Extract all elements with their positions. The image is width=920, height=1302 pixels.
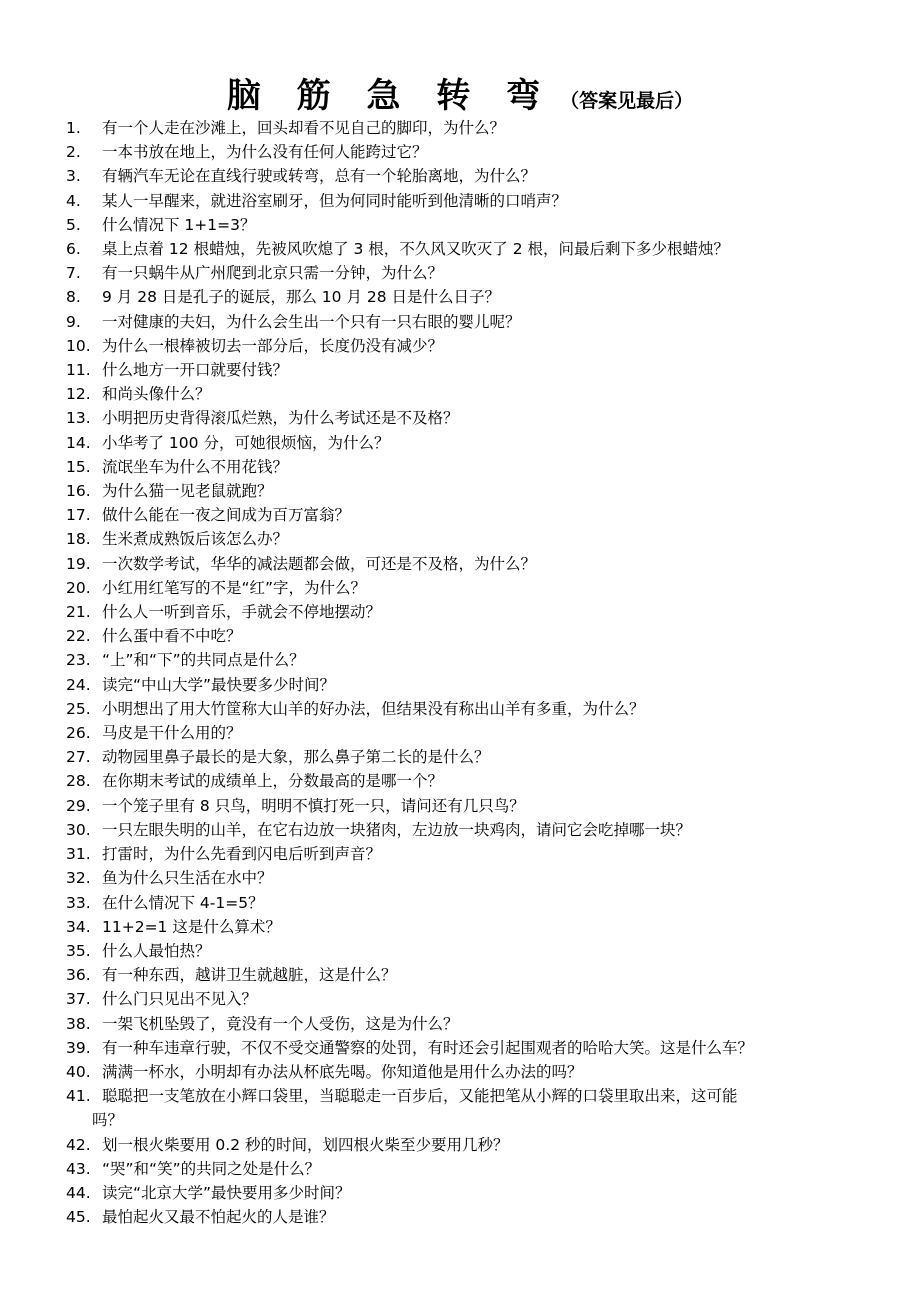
question-item	[66, 285, 866, 309]
question-item	[66, 1012, 866, 1036]
question-number: 13.	[66, 409, 91, 428]
question-text: 9 月 28 日是孔子的诞辰，那么 10 月 28 日是什么日子？	[102, 288, 501, 307]
question-number: 26.	[66, 724, 91, 743]
question-item	[66, 503, 866, 527]
question-text: 一架飞机坠毁了，竟没有一个人受伤，这是为什么？	[102, 1014, 459, 1033]
question-number: 27.	[66, 748, 91, 767]
question-item	[66, 648, 866, 672]
title-row	[0, 68, 920, 117]
question-number: 6.	[66, 240, 81, 259]
question-number: 30.	[66, 820, 91, 839]
question-text: 11+2=1 这是什么算术？	[102, 917, 281, 936]
question-number: 29.	[66, 796, 91, 815]
question-item	[66, 963, 866, 987]
question-number: 7.	[66, 264, 81, 283]
question-item	[66, 213, 866, 237]
question-item	[66, 842, 866, 866]
question-item	[66, 527, 866, 551]
question-number: 31.	[66, 845, 91, 864]
question-text: 小明把历史背得滚瓜烂熟，为什么考试还是不及格？	[102, 409, 459, 428]
question-item	[66, 1036, 866, 1060]
question-item	[66, 1157, 866, 1181]
question-text: 一次数学考试，华华的减法题都会做，可还是不及格，为什么？	[102, 554, 537, 573]
question-item	[66, 116, 866, 140]
question-text: 一只左眼失明的山羊，在它右边放一块猪肉，左边放一块鸡肉，请问它会吃掉哪一块？	[102, 820, 692, 839]
question-number: 11.	[66, 361, 91, 380]
question-text: 一本书放在地上，为什么没有任何人能跨过它？	[102, 143, 428, 162]
question-number: 32.	[66, 869, 91, 888]
question-number: 28.	[66, 772, 91, 791]
question-item	[66, 382, 866, 406]
question-item	[66, 431, 866, 455]
question-item	[66, 794, 866, 818]
question-item	[66, 1181, 866, 1205]
question-text: 划一根火柴要用 0.2 秒的时间，划四根火柴至少要用几秒？	[102, 1135, 509, 1154]
question-item	[66, 552, 866, 576]
question-number: 41.	[66, 1087, 91, 1106]
question-text: 什么地方一开口就要付钱？	[102, 361, 289, 380]
question-text: 某人一早醒来，就进浴室刷牙，但为何同时能听到他清晰的口哨声？	[102, 191, 568, 210]
page-title: 脑 筋 急 转 弯	[226, 76, 553, 116]
question-number: 36.	[66, 966, 91, 985]
question-item	[66, 1205, 866, 1229]
question-text: 一个笼子里有 8 只鸟，明明不慎打死一只，请问还有几只鸟？	[102, 796, 525, 815]
question-number: 42.	[66, 1135, 91, 1154]
question-item	[66, 600, 866, 624]
question-number: 14.	[66, 433, 91, 452]
question-text: 读完“北京大学”最快要用多少时间？	[102, 1183, 351, 1202]
question-item	[66, 1133, 866, 1157]
question-number: 15.	[66, 457, 91, 476]
question-text: 鱼为什么只生活在水中？	[102, 869, 273, 888]
question-text: 有辆汽车无论在直线行驶或转弯，总有一个轮胎离地，为什么？	[102, 167, 537, 186]
question-item	[66, 891, 866, 915]
question-number: 20.	[66, 578, 91, 597]
question-item	[66, 624, 866, 648]
question-number: 9.	[66, 312, 81, 331]
question-list	[66, 116, 866, 1229]
question-text: 什么门只见出不见入？	[102, 990, 258, 1009]
question-number: 2.	[66, 143, 81, 162]
question-number: 16.	[66, 482, 91, 501]
question-text: 什么人最怕热？	[102, 941, 211, 960]
question-text: 和尚头像什么？	[102, 385, 211, 404]
question-number: 18.	[66, 530, 91, 549]
question-item	[66, 987, 866, 1011]
question-item	[66, 1060, 866, 1084]
question-number: 19.	[66, 554, 91, 573]
question-text: 打雷时，为什么先看到闪电后听到声音？	[102, 845, 382, 864]
question-number: 21.	[66, 603, 91, 622]
question-text: 有一个人走在沙滩上，回头却看不见自己的脚印，为什么？	[102, 119, 506, 137]
question-item	[66, 673, 866, 697]
question-number: 3.	[66, 167, 81, 186]
question-text: 什么人一听到音乐，手就会不停地摆动？	[102, 603, 382, 622]
question-text: 马皮是干什么用的？	[102, 724, 242, 743]
question-text: 动物园里鼻子最长的是大象，那么鼻子第二长的是什么？	[102, 748, 490, 767]
question-text: “哭”和“笑”的共同之处是什么？	[102, 1159, 321, 1178]
question-number: 43.	[66, 1159, 91, 1178]
question-text: 在什么情况下 4-1=5？	[102, 893, 264, 912]
question-text: 什么情况下 1+1=3？	[102, 215, 256, 234]
question-item	[66, 189, 866, 213]
question-item	[66, 769, 866, 793]
question-item	[66, 334, 866, 358]
question-text: 一对健康的夫妇，为什么会生出一个只有一只右眼的婴儿呢？	[102, 312, 521, 331]
question-text: “上”和“下”的共同点是什么？	[102, 651, 305, 670]
question-item	[66, 1084, 866, 1132]
question-text: 满满一杯水，小明却有办法从杯底先喝。你知道他是用什么办法的吗？	[102, 1062, 583, 1081]
question-text: 为什么猫一见老鼠就跑？	[102, 482, 273, 501]
question-text: 做什么能在一夜之间成为百万富翁？	[102, 506, 351, 525]
question-number: 5.	[66, 215, 81, 234]
question-number: 10.	[66, 336, 91, 355]
question-number: 44.	[66, 1183, 91, 1202]
page-subtitle: （答案见最后）	[560, 90, 694, 112]
question-text: 桌上点着 12 根蜡烛，先被风吹熄了 3 根，不久风又吹灭了 2 根，问最后剩下多少根蜡烛？	[102, 240, 730, 259]
question-item	[66, 866, 866, 890]
question-text: 聪聪把一支笔放在小辉口袋里，当聪聪走一百步后，又能把笔从小辉的口袋里取出来，这可能	[102, 1087, 738, 1106]
question-item	[66, 939, 866, 963]
question-number: 17.	[66, 506, 91, 525]
question-text: 最怕起火又最不怕起火的人是谁？	[102, 1208, 335, 1227]
question-text: 小红用红笔写的不是“红”字，为什么？	[102, 578, 367, 597]
question-item	[66, 721, 866, 745]
question-item	[66, 406, 866, 430]
question-text: 读完“中山大学”最快要多少时间？	[102, 675, 336, 694]
question-item	[66, 261, 866, 285]
question-item	[66, 576, 866, 600]
question-number: 24.	[66, 675, 91, 694]
question-text: 有一只蜗牛从广州爬到北京只需一分钟，为什么？	[102, 264, 444, 283]
question-number: 37.	[66, 990, 91, 1009]
question-item	[66, 358, 866, 382]
question-number: 38.	[66, 1014, 91, 1033]
question-number: 22.	[66, 627, 91, 646]
question-text: 在你期末考试的成绩单上，分数最高的是哪一个？	[102, 772, 444, 791]
question-number: 33.	[66, 893, 91, 912]
question-number: 1.	[66, 119, 81, 137]
question-text-continued: 吗？	[92, 1111, 124, 1130]
question-text: 小明想出了用大竹筐称大山羊的好办法，但结果没有称出山羊有多重，为什么？	[102, 699, 645, 718]
question-number: 45.	[66, 1208, 91, 1227]
question-number: 8.	[66, 288, 81, 307]
question-number: 23.	[66, 651, 91, 670]
question-item	[66, 915, 866, 939]
question-text: 有一种东西，越讲卫生就越脏，这是什么？	[102, 966, 397, 985]
question-item	[66, 697, 866, 721]
question-item	[66, 745, 866, 769]
question-number: 25.	[66, 699, 91, 718]
question-number: 39.	[66, 1038, 91, 1057]
question-number: 35.	[66, 941, 91, 960]
question-item	[66, 310, 866, 334]
question-text: 为什么一根棒被切去一部分后，长度仍没有减少？	[102, 336, 444, 355]
question-item	[66, 164, 866, 188]
question-text: 有一种车违章行驶，不仅不受交通警察的处罚，有时还会引起围观者的哈哈大笑。这是什么车？	[102, 1038, 754, 1057]
question-text: 小华考了 100 分，可她很烦恼，为什么？	[102, 433, 390, 452]
question-text: 什么蛋中看不中吃？	[102, 627, 242, 646]
question-item	[66, 818, 866, 842]
question-number: 34.	[66, 917, 91, 936]
question-item	[66, 237, 866, 261]
question-number: 4.	[66, 191, 81, 210]
question-number: 12.	[66, 385, 91, 404]
question-number: 40.	[66, 1062, 91, 1081]
question-item	[66, 479, 866, 503]
question-text: 流氓坐车为什么不用花钱？	[102, 457, 289, 476]
question-item	[66, 455, 866, 479]
question-item	[66, 140, 866, 164]
question-text: 生米煮成熟饭后该怎么办？	[102, 530, 289, 549]
